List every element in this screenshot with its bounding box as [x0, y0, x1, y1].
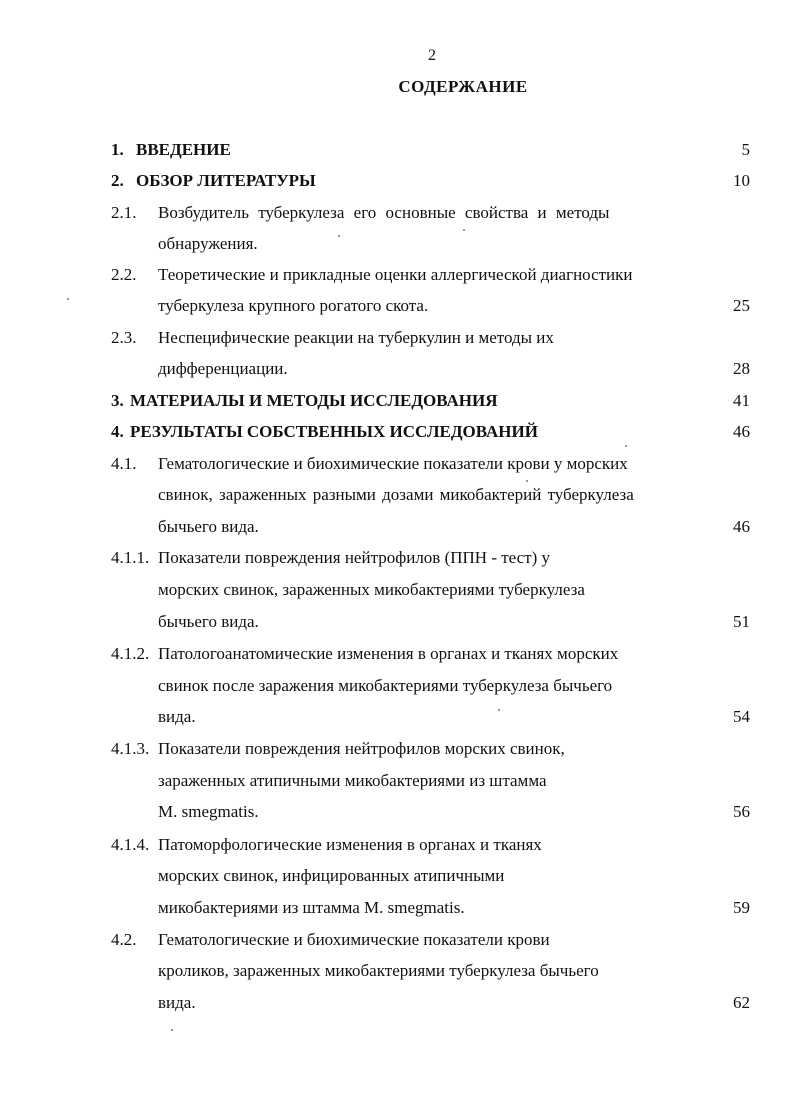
toc-number: 2.1. [111, 203, 137, 222]
toc-page: 5 [741, 140, 750, 159]
scan-speck [498, 709, 500, 711]
toc-title-line: Гематологические и биохимические показатели крови у морских [158, 454, 628, 473]
toc-number: 1. [111, 140, 124, 159]
toc-number: 3. [111, 391, 124, 410]
toc-number: 4.1. [111, 454, 137, 473]
toc-page: 28 [733, 359, 750, 378]
toc-title-line: кроликов, зараженных микобактериями туберкулеза бычьего [158, 961, 599, 980]
toc-page: 46 [733, 517, 750, 536]
toc-title-line: Патоморфологические изменения в органах и тканях [158, 835, 542, 854]
scan-speck [67, 298, 69, 300]
toc-number: 4.1.2. [111, 644, 150, 663]
toc-number: 4.1.4. [111, 835, 150, 854]
toc-title-line: бычьего вида. [158, 517, 259, 536]
toc-number: 4.2. [111, 930, 137, 949]
toc-title-line: дифференциации. [158, 359, 288, 378]
toc-number: 2.2. [111, 265, 137, 284]
scan-speck [625, 445, 627, 447]
toc-page: 10 [733, 171, 750, 190]
toc-title-line: Показатели повреждения нейтрофилов морских свинок, [158, 739, 565, 758]
toc-number: 2. [111, 171, 124, 190]
toc-title: МАТЕРИАЛЫ И МЕТОДЫ ИССЛЕДОВАНИЯ [130, 391, 498, 410]
toc-title-line: бычьего вида. [158, 612, 259, 631]
toc-title-line: свинок, зараженных разными дозами микобактерий туберкулеза [158, 485, 634, 504]
toc-page: 51 [733, 612, 750, 631]
toc-page: 41 [733, 391, 750, 410]
toc-number: 4.1.1. [111, 548, 150, 567]
toc-page: 56 [733, 802, 750, 821]
toc-title: РЕЗУЛЬТАТЫ СОБСТВЕННЫХ ИССЛЕДОВАНИЙ [130, 422, 538, 441]
toc-number: 4. [111, 422, 124, 441]
toc-title-line: Показатели повреждения нейтрофилов (ППН - тест) у [158, 548, 551, 567]
toc-title-line: Теоретические и прикладные оценки аллергической диагностики [158, 265, 633, 284]
toc-page: 46 [733, 422, 750, 441]
toc-title-line: микобактериями из штамма M. smegmatis. [158, 898, 465, 917]
toc-title-line: Патологоанатомические изменения в органах и тканях морских [158, 644, 619, 663]
toc-title-line: M. smegmatis. [158, 802, 259, 821]
toc-page: 25 [733, 296, 750, 315]
toc-title: ОБЗОР ЛИТЕРАТУРЫ [136, 171, 316, 190]
toc-title-line: Возбудитель туберкулеза его основные свойства и методы [158, 203, 610, 222]
toc-title-line: морских свинок, зараженных микобактериями туберкулеза [158, 580, 585, 599]
toc-page: 54 [733, 707, 750, 726]
toc-number: 4.1.3. [111, 739, 150, 758]
scan-speck [171, 1029, 173, 1031]
scan-speck [338, 235, 340, 237]
toc-title-line: вида. [158, 993, 196, 1012]
toc-title-line: обнаружения. [158, 234, 258, 253]
toc-title-line: морских свинок, инфицированных атипичными [158, 866, 505, 885]
toc-title-line: зараженных атипичными микобактериями из штамма [158, 771, 547, 790]
page-title: СОДЕРЖАНИЕ [398, 77, 528, 96]
scan-speck [463, 229, 465, 231]
toc-number: 2.3. [111, 328, 137, 347]
toc-title-line: вида. [158, 707, 196, 726]
toc-page: 62 [733, 993, 750, 1012]
page-number: 2 [428, 47, 436, 64]
toc-title-line: туберкулеза крупного рогатого скота. [158, 296, 429, 315]
toc-title-line: свинок после заражения микобактериями туберкулеза бычьего [158, 676, 613, 695]
toc-title: ВВЕДЕНИЕ [136, 140, 231, 159]
toc-title-line: Гематологические и биохимические показатели крови [158, 930, 550, 949]
toc-title-line: Неспецифические реакции на туберкулин и методы их [158, 328, 554, 347]
scan-speck [526, 480, 528, 482]
toc-page: 59 [733, 898, 750, 917]
